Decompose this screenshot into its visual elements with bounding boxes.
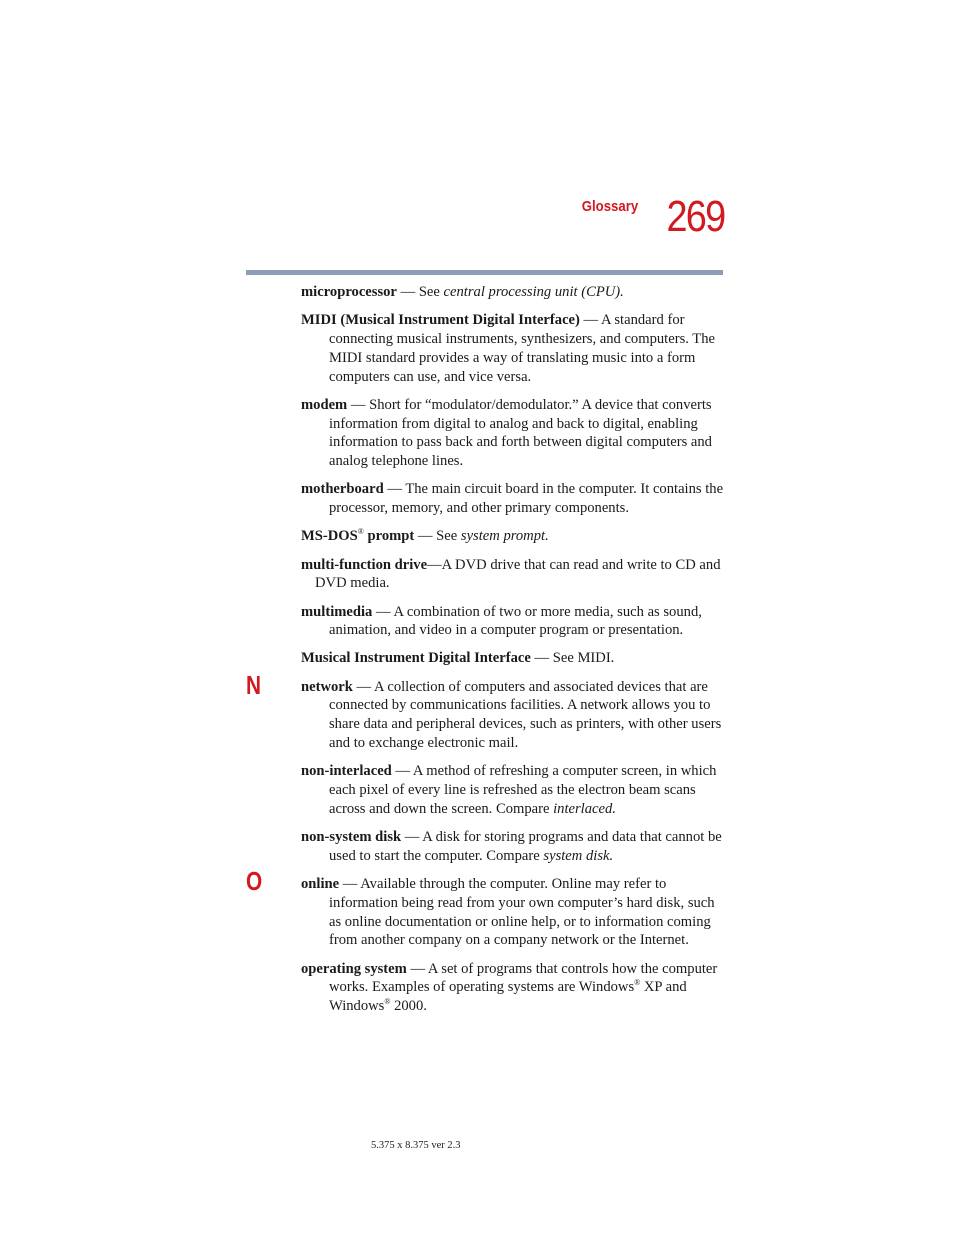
entry-multi-function-drive	[301, 556, 725, 594]
entry-term: network	[301, 678, 353, 695]
registered-mark: ®	[357, 527, 364, 537]
entry-description: — A set of programs that controls how the computer works. Examples of operating systems are Windows	[329, 960, 718, 996]
entry-separator: — See	[396, 284, 444, 300]
entry-tail: .	[620, 284, 624, 300]
entry-term-suffix: prompt	[363, 528, 415, 545]
entry-microprocessor	[301, 283, 725, 302]
entry-reference: interlaced	[553, 800, 613, 817]
header-rule	[246, 270, 723, 275]
section-title: Glossary	[581, 198, 638, 215]
entry-description: — A method of refreshing a computer screen, in which each pixel of every line is refreshed as the electron beam scans across and down the screen. Compare	[329, 763, 717, 817]
entry-online	[301, 875, 725, 950]
entry-motherboard	[301, 480, 725, 518]
entry-description: — A disk for storing programs and data that cannot be used to start the computer. Compare	[329, 829, 722, 864]
entry-term: MIDI	[301, 312, 337, 329]
entry-term: multimedia	[301, 603, 373, 620]
entry-term: non-system disk	[301, 829, 402, 846]
entry-term: modem	[301, 396, 348, 413]
entry-term: multi-function drive	[301, 556, 428, 573]
entry-description: — A combination of two or more media, such as sound, animation, and video in a computer program or presentation.	[329, 603, 702, 639]
entry-description: — The main circuit board in the computer. It contains the processor, memory, and other primary components.	[329, 481, 724, 517]
entry-term: Musical Instrument Digital Interface	[301, 650, 531, 667]
footer-version: 5.375 x 8.375 ver 2.3	[371, 1140, 461, 1151]
entry-ms-dos-prompt	[301, 527, 725, 546]
entry-multimedia	[301, 603, 725, 641]
entry-description: — A standard for connecting musical instruments, synthesizers, and computers. The MIDI standard provides a way of translating music into a form computers can use, and vice versa.	[329, 312, 715, 385]
letter-marker-o: O	[246, 866, 263, 896]
glossary-entries	[301, 283, 725, 1025]
page-number: 269	[666, 192, 724, 241]
entry-network	[301, 678, 725, 753]
entry-term: operating system	[301, 960, 407, 977]
entry-tail: .	[545, 528, 549, 545]
entry-term: non-interlaced	[301, 763, 392, 780]
registered-mark: ®	[384, 997, 391, 1007]
entry-operating-system	[301, 960, 725, 1016]
entry-musical-instrument-digital-interface	[301, 649, 725, 668]
entry-description: —A DVD drive that can read and write to CD and DVD media.	[315, 556, 721, 592]
entry-term: online	[301, 876, 340, 893]
entry-tail: .	[609, 847, 614, 864]
entry-description: — A collection of computers and associated devices that are connected by communications facilities. A network allows you to share data and peripheral devices, such as printers, with other users and to exchange electronic mail.	[329, 678, 722, 752]
entry-midi	[301, 311, 725, 386]
entry-term-punct: )	[575, 312, 580, 329]
entry-term-expansion: Musical Instrument Digital Interface	[345, 312, 576, 329]
entry-non-system-disk	[301, 828, 725, 866]
entry-separator: — See	[414, 528, 461, 545]
entry-description: — Short for “modulator/demodulator.” A device that converts information from digital to analog and back to digital, enabling information to pass back and forth between digital computers and analog telephone lines.	[329, 396, 712, 470]
entry-term: motherboard	[301, 481, 384, 498]
entry-description-end: 2000.	[390, 998, 427, 1015]
entry-reference: central processing unit (CPU)	[443, 284, 621, 300]
entry-description: — Available through the computer. Online may refer to information being read from your own computer’s hard disk, such as online documentation or online help, or to information coming from another company on a company network or the Internet.	[329, 876, 715, 949]
entry-tail: .	[612, 800, 616, 817]
entry-term: MS-DOS	[301, 528, 358, 545]
letter-marker-n: N	[246, 670, 262, 700]
entry-reference: system disk	[543, 847, 610, 864]
entry-description-cont: XP and Windows	[329, 979, 687, 1015]
entry-term-punct: (	[336, 312, 346, 329]
registered-mark: ®	[634, 978, 641, 988]
entry-term: microprocessor	[301, 284, 397, 300]
entry-modem	[301, 396, 725, 471]
entry-description: — See MIDI.	[530, 650, 615, 667]
entry-reference: system prompt	[460, 528, 546, 545]
entry-non-interlaced	[301, 762, 725, 818]
